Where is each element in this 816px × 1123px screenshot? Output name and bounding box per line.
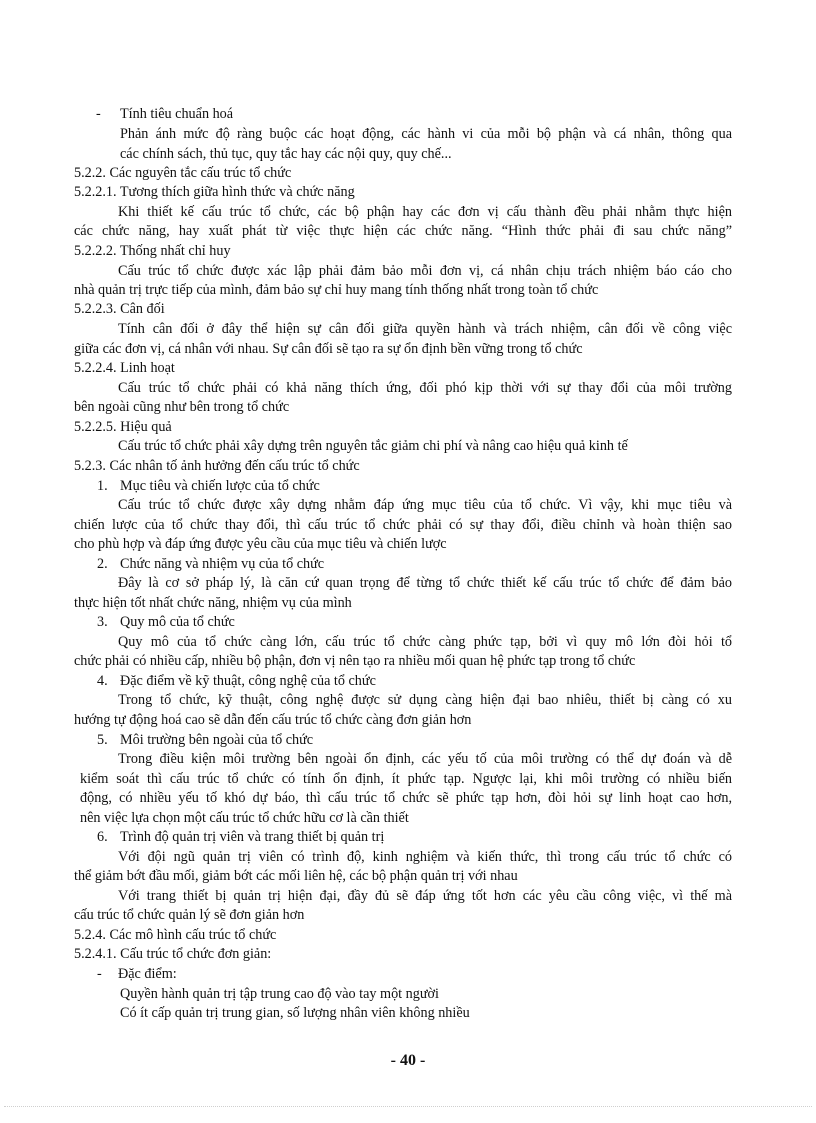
paragraph-line: Đây là cơ sở pháp lý, là căn cứ quan trọng để từng tổ chức thiết kế cấu trúc tổ chức để đảm bảo bbox=[118, 575, 732, 591]
dash-marker: - bbox=[97, 966, 102, 982]
paragraph-line: Cấu trúc tổ chức phải xây dựng trên nguyên tắc giảm chi phí và nâng cao hiệu quả kinh tế bbox=[118, 438, 628, 454]
paragraph-line: Cấu trúc tổ chức phải có khả năng thích ứng, đối phó kịp thời với sự thay đổi của môi trường bbox=[118, 380, 732, 396]
subsection-heading: 5.2.4.1. Cấu trúc tổ chức đơn giản: bbox=[74, 946, 272, 962]
paragraph-line: các chính sách, thủ tục, quy tắc hay các nội quy, quy chế... bbox=[120, 146, 452, 162]
paragraph-line: Cấu trúc tổ chức được xây dựng nhằm đáp ứng mục tiêu của tổ chức. Vì vậy, khi mục tiêu và bbox=[118, 497, 732, 513]
paragraph-line: Khi thiết kế cấu trúc tổ chức, các bộ phận hay các đơn vị cấu thành đều phải nhằm thực hiện bbox=[118, 204, 732, 220]
paragraph-line: Quy mô của tổ chức càng lớn, cấu trúc tổ chức càng phức tạp, bởi vì quy mô lớn đòi hỏi tổ bbox=[118, 634, 732, 650]
paragraph-line: kiểm soát thì cấu trúc tổ chức có tính ổn định, ít phức tạp. Ngược lại, khi môi trường có nhiều biến bbox=[80, 771, 732, 787]
paragraph-line: giữa các đơn vị, cá nhân với nhau. Sự cân đối sẽ tạo ra sự ổn định bền vững trong tổ chức bbox=[74, 341, 583, 357]
paragraph-line: cho phù hợp và đáp ứng được yêu cầu của mục tiêu và chiến lược bbox=[74, 536, 447, 552]
paragraph-line: Với đội ngũ quản trị viên có trình độ, kinh nghiệm và kiến thức, thì trong cấu trúc tổ chức có bbox=[118, 849, 732, 865]
subsection-heading: 5.2.2.4. Linh hoạt bbox=[74, 360, 175, 376]
subsection-heading: 5.2.2.1. Tương thích giữa hình thức và chức năng bbox=[74, 184, 355, 200]
paragraph-line: nhà quản trị trực tiếp của mình, đảm bảo sự chỉ huy mang tính thống nhất trong toàn tổ chức bbox=[74, 282, 599, 298]
paragraph-line: Phản ánh mức độ ràng buộc các hoạt động, các hành vi của mỗi bộ phận và cá nhân, thông qua bbox=[120, 126, 732, 142]
paragraph-line: thể giảm bớt đầu mối, giảm bớt các mối liên hệ, các bộ phận quản trị với nhau bbox=[74, 868, 518, 884]
list-number: 1. bbox=[97, 478, 108, 494]
section-heading: 5.2.3. Các nhân tố ảnh hưởng đến cấu trúc tổ chức bbox=[74, 458, 360, 474]
paragraph-line: Với trang thiết bị quản trị hiện đại, đầy đủ sẽ đáp ứng tốt hơn các yêu cầu công việc, vì thế mà bbox=[118, 888, 732, 904]
list-number: 6. bbox=[97, 829, 108, 845]
paragraph-line: Tính cân đối ở đây thể hiện sự cân đối giữa quyền hành và trách nhiệm, cân đối về công việc bbox=[118, 321, 732, 337]
paragraph-line: bên ngoài cũng như bên trong tổ chức bbox=[74, 399, 290, 415]
paragraph-line: chức phải có nhiều cấp, nhiều bộ phận, đơn vị nên tạo ra nhiều mối quan hệ phức tạp trong tổ chức bbox=[74, 653, 636, 669]
list-number: 4. bbox=[97, 673, 108, 689]
list-item-heading: Môi trường bên ngoài của tổ chức bbox=[120, 732, 314, 748]
dash-marker: - bbox=[96, 106, 101, 122]
list-item-heading: Chức năng và nhiệm vụ của tổ chức bbox=[120, 556, 325, 572]
paragraph-line: nên việc lựa chọn một cấu trúc tổ chức hữu cơ là cần thiết bbox=[80, 810, 409, 826]
paragraph-line: thực hiện tốt nhất chức năng, nhiệm vụ của mình bbox=[74, 595, 352, 611]
bullet-item: Có ít cấp quản trị trung gian, số lượng nhân viên không nhiều bbox=[120, 1005, 470, 1021]
list-item-heading: Quy mô của tổ chức bbox=[120, 614, 235, 630]
list-number: 2. bbox=[97, 556, 108, 572]
section-heading: 5.2.2. Các nguyên tắc cấu trúc tổ chức bbox=[74, 165, 292, 181]
list-number: 3. bbox=[97, 614, 108, 630]
bullet-item: Quyền hành quản trị tập trung cao độ vào tay một người bbox=[120, 986, 439, 1002]
page-edge-divider bbox=[4, 1106, 812, 1107]
list-item-heading: Mục tiêu và chiến lược của tổ chức bbox=[120, 478, 320, 494]
page-number: - 40 - bbox=[390, 1052, 426, 1069]
list-item-heading: Trình độ quản trị viên và trang thiết bị quản trị bbox=[120, 829, 385, 845]
list-item-heading: Đặc điểm: bbox=[118, 966, 177, 982]
list-item-heading: Đặc điểm về kỹ thuật, công nghệ của tổ chức bbox=[120, 673, 376, 689]
paragraph-line: các chức năng, hay xuất phát từ việc thực hiện các chức năng. “Hình thức phải đi sau chức năng” bbox=[74, 223, 732, 239]
paragraph-line: Cấu trúc tổ chức được xác lập phải đảm bảo mỗi đơn vị, cá nhân chịu trách nhiệm báo cáo cho bbox=[118, 263, 732, 279]
subsection-heading: 5.2.2.2. Thống nhất chỉ huy bbox=[74, 243, 231, 259]
paragraph-line: chiến lược của tổ chức thay đổi, thì cấu trúc tổ chức phải có sự thay đổi, điều chỉnh và hoàn thiện sao bbox=[74, 517, 732, 533]
paragraph-line: cấu trúc tổ chức quản lý sẽ đơn giản hơn bbox=[74, 907, 305, 923]
list-item-heading: Tính tiêu chuẩn hoá bbox=[120, 106, 234, 122]
list-number: 5. bbox=[97, 732, 108, 748]
section-heading: 5.2.4. Các mô hình cấu trúc tổ chức bbox=[74, 927, 277, 943]
paragraph-line: Trong điều kiện môi trường bên ngoài ổn định, các yếu tố của môi trường có thể dự đoán và dễ bbox=[118, 751, 732, 767]
subsection-heading: 5.2.2.5. Hiệu quả bbox=[74, 419, 172, 435]
subsection-heading: 5.2.2.3. Cân đối bbox=[74, 301, 165, 317]
paragraph-line: Trong tổ chức, kỹ thuật, công nghệ được sử dụng càng hiện đại bao nhiêu, thiết bị càng có xu bbox=[118, 692, 732, 708]
paragraph-line: động, có nhiều yếu tố khó dự báo, thì cấu trúc tổ chức sẽ phức tạp hơn, đòi hỏi sự linh hoạt cao hơn, bbox=[80, 790, 732, 806]
paragraph-line: hướng tự động hoá cao sẽ dẫn đến cấu trúc tổ chức càng đơn giản hơn bbox=[74, 712, 472, 728]
